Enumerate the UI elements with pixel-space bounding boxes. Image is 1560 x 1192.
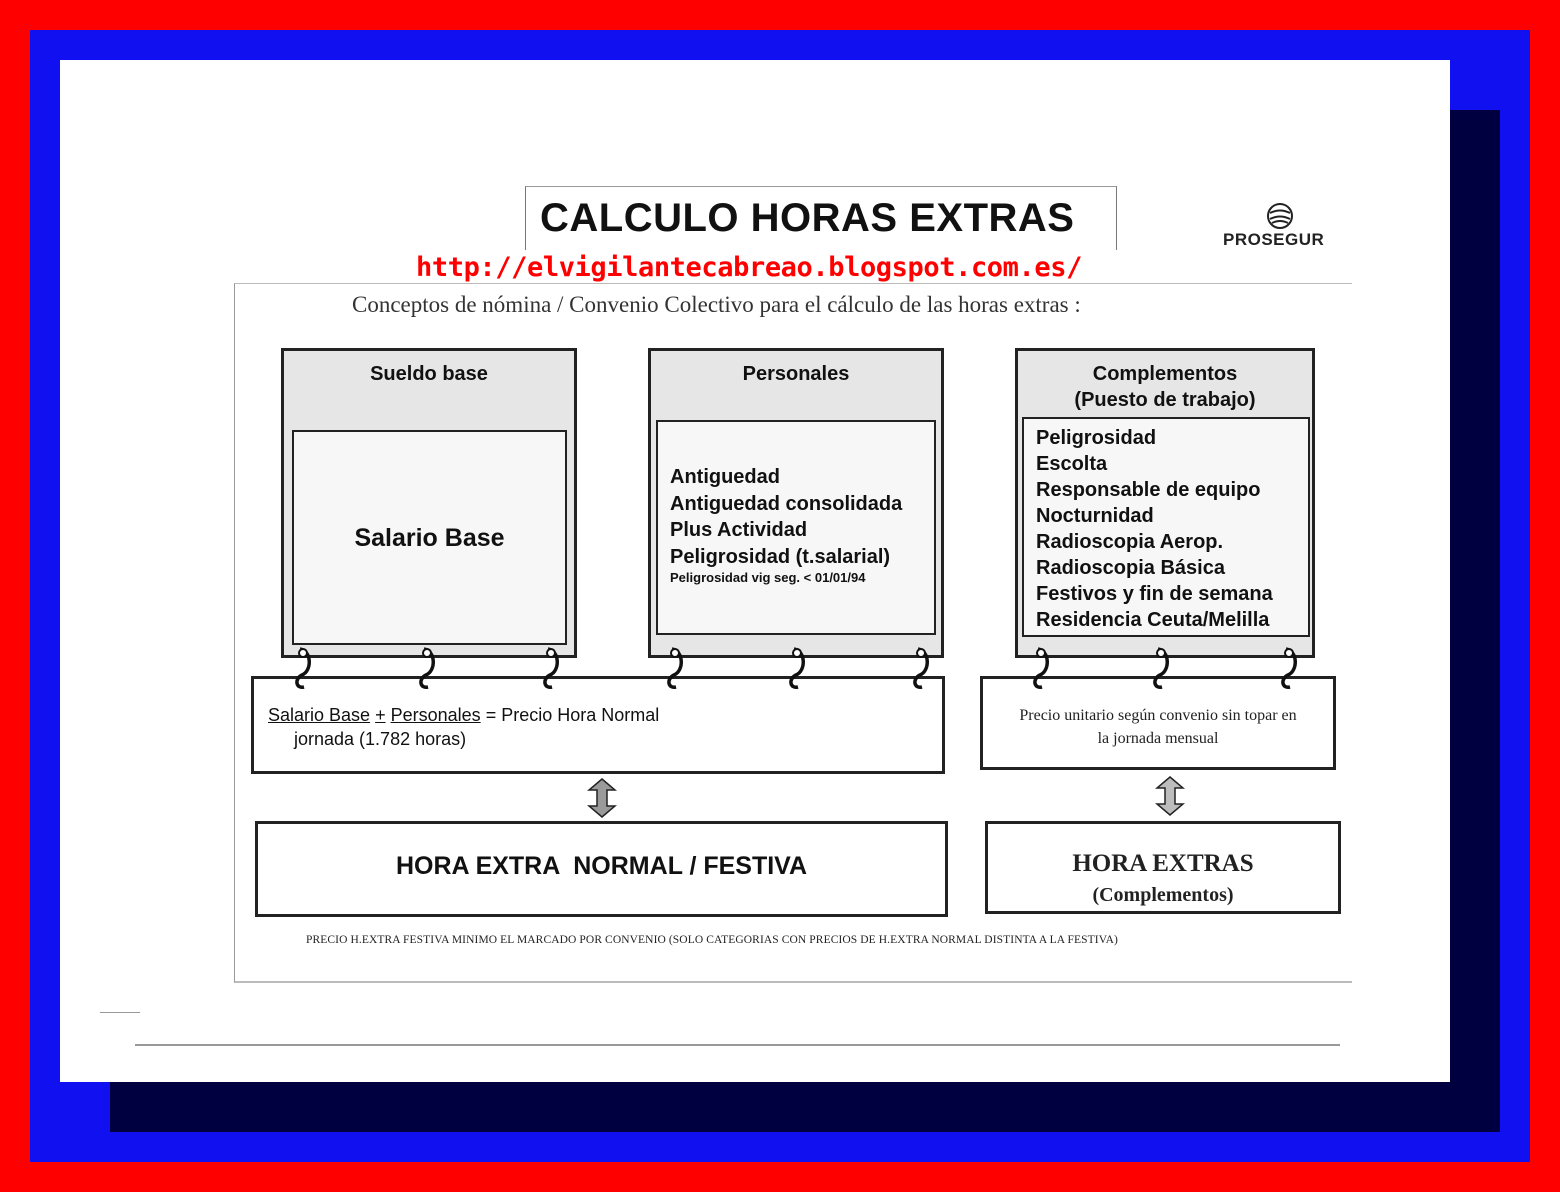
personales-note: Peligrosidad vig seg. < 01/01/94 [670, 570, 866, 585]
personales-inner-box [656, 420, 936, 635]
result-left-label: HORA EXTRA NORMAL / FESTIVA [395, 852, 808, 880]
list-item: Peligrosidad (t.salarial) [670, 545, 891, 568]
formula-salario-base: Salario Base [268, 705, 371, 725]
blog-url-link[interactable]: http://elvigilantecabreao.blogspot.com.es/ [416, 252, 1082, 283]
personales-header: Personales [742, 363, 850, 385]
ring-icon [664, 645, 686, 691]
logo-text: PROSEGUR [1223, 230, 1325, 249]
double-arrow-icon [587, 778, 617, 818]
complementos-box [1015, 348, 1315, 658]
complementos-header: Complementos [1092, 363, 1238, 385]
ring-icon [1030, 645, 1052, 691]
result-box-left [255, 821, 948, 917]
ring-icon [1150, 645, 1172, 691]
formula-personales: Personales [390, 705, 481, 725]
result-right-line1: HORA EXTRAS [1072, 850, 1254, 877]
ring-icon [540, 645, 562, 691]
list-item: Festivos y fin de semana [1036, 583, 1273, 605]
double-arrow-icon [1155, 776, 1185, 816]
sueldo-base-header: Sueldo base [370, 363, 488, 385]
list-item: Nocturnidad [1036, 505, 1154, 527]
formula-denominator: jornada (1.782 horas) [294, 729, 467, 749]
footnote: PRECIO H.EXTRA FESTIVA MINIMO EL MARCADO POR CONVENIO (SOLO CATEGORIAS CON PRECIOS DE H.EXTRA NORMAL DISTINTA A LA FESTIVA) [306, 934, 1118, 946]
formula-result: = Precio Hora Normal [485, 705, 660, 725]
globe-icon [1266, 202, 1294, 230]
complementos-list [1036, 425, 1273, 633]
list-item: Antiguedad consolidada [670, 492, 903, 515]
ring-icon [292, 645, 314, 691]
salario-base-label: Salario Base [354, 524, 505, 552]
complementos-subheader: (Puesto de trabajo) [1074, 389, 1256, 411]
personales-box [648, 348, 944, 658]
list-item: Escolta [1036, 453, 1108, 475]
result-right-line2: (Complementos) [1092, 884, 1234, 906]
list-item: Radioscopia Básica [1036, 557, 1225, 579]
calc-box-left [251, 676, 945, 774]
calc-formula [268, 705, 659, 726]
list-item: Peligrosidad [1036, 427, 1157, 449]
list-item: Antiguedad [670, 466, 780, 488]
subtitle: Conceptos de nómina / Convenio Colectivo para el cálculo de las horas extras : [352, 292, 1081, 317]
divider [135, 1044, 1340, 1046]
divider [100, 1012, 140, 1013]
ring-icon [416, 645, 438, 691]
result-box-right [985, 821, 1341, 914]
list-item: Radioscopia Aerop. [1036, 531, 1224, 553]
list-item: Plus Actividad [670, 519, 808, 541]
complementos-inner-box [1022, 417, 1310, 637]
ring-icon [786, 645, 808, 691]
formula-plus: + [375, 705, 386, 725]
personales-list [670, 464, 902, 586]
list-item: Responsable de equipo [1036, 479, 1261, 501]
ring-icon [910, 645, 932, 691]
sueldo-base-box [281, 348, 577, 658]
page-title: CALCULO HORAS EXTRAS [540, 196, 1075, 240]
ring-icon [1278, 645, 1300, 691]
salario-base-inner-box [292, 430, 567, 645]
calc-right-line1: Precio unitario según convenio sin topar en [1019, 707, 1297, 724]
calc-right-line2: la jornada mensual [1097, 730, 1219, 747]
list-item: Residencia Ceuta/Melilla [1036, 609, 1270, 631]
